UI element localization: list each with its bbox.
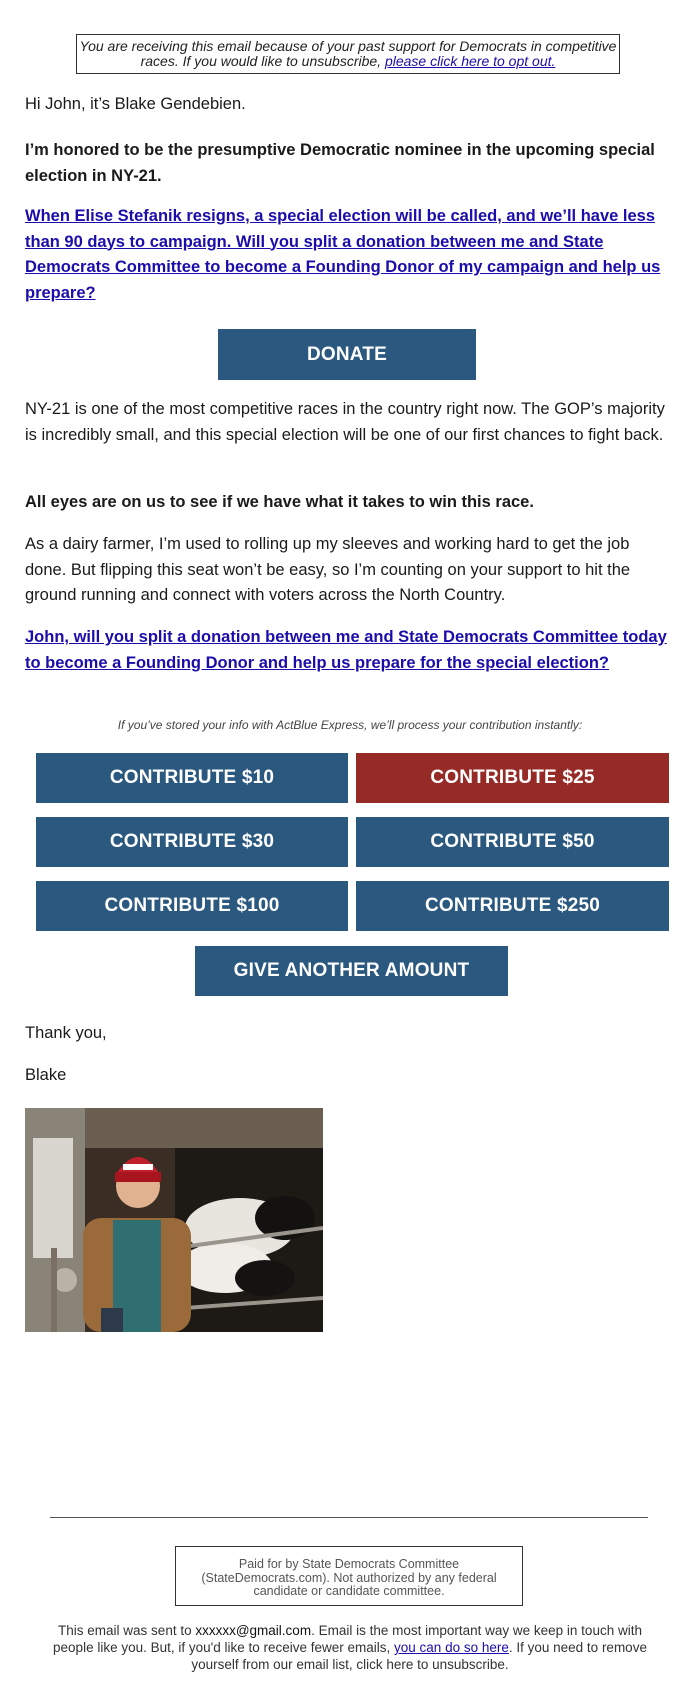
closing: Thank you,: [25, 1024, 107, 1042]
intro-bold: I’m honored to be the presumptive Democratic nominee in the upcoming special election in NY-21.: [25, 141, 655, 185]
contribute-30-button[interactable]: CONTRIBUTE $30: [36, 817, 348, 867]
contribute-250-button[interactable]: CONTRIBUTE $250: [356, 881, 669, 931]
notice-text: You are receiving this email because of your past support for Democrats in competitive races. If you would like to unsubscribe,: [79, 38, 617, 69]
candidate-photo: [25, 1108, 323, 1332]
paragraph-dairy-farmer: As a dairy farmer, I’m used to rolling up my sleeves and working hard to get the job done. But flipping this seat won’t be easy, so I’m counting on your support to hit the ground running and connect with voters across the North Country.: [25, 535, 631, 604]
contribute-10-button[interactable]: CONTRIBUTE $10: [36, 753, 348, 803]
contribute-50-button[interactable]: CONTRIBUTE $50: [356, 817, 669, 867]
donate-link-paragraph-2[interactable]: John, will you split a donation between me and State Democrats Committee today to become a Founding Donor and help us prepare for the special election?: [25, 628, 667, 672]
greeting: Hi John, it’s Blake Gendebien.: [25, 95, 246, 113]
donate-link-paragraph-1[interactable]: When Elise Stefanik resigns, a special election will be called, and we’ll have less than 90 days to campaign. Will you split a donation between me and State Democrats Committee to become a Founding Donor of my campaign and help us prepare?: [25, 207, 661, 302]
actblue-note: If you’ve stored your info with ActBlue Express, we’ll process your contribution instantly:: [117, 718, 583, 732]
unsubscribe-notice: [76, 34, 620, 74]
recipient-email: xxxxxx@gmail.com: [195, 1623, 312, 1638]
fewer-emails-link[interactable]: you can do so here: [394, 1640, 509, 1655]
footer-divider: [50, 1517, 648, 1518]
give-another-amount-button[interactable]: GIVE ANOTHER AMOUNT: [195, 946, 508, 996]
opt-out-link[interactable]: please click here to opt out.: [384, 53, 556, 69]
footer-part2: . Email is the most important way we keep in touch with people like you. But, if you'd like to receive fewer emails,: [53, 1623, 642, 1655]
contribute-100-button[interactable]: CONTRIBUTE $100: [36, 881, 348, 931]
donate-button[interactable]: DONATE: [218, 329, 476, 380]
footer-text: [45, 1622, 655, 1673]
paragraph-all-eyes: All eyes are on us to see if we have what it takes to win this race.: [25, 493, 534, 511]
signature: Blake: [25, 1066, 67, 1084]
contribute-25-button[interactable]: CONTRIBUTE $25: [356, 753, 669, 803]
paid-for-disclaimer: Paid for by State Democrats Committee (StateDemocrats.com). Not authorized by any federal candidate or candidate committee.: [175, 1546, 523, 1606]
footer-part1: This email was sent to: [58, 1623, 196, 1638]
paragraph-ny21: NY-21 is one of the most competitive races in the country right now. The GOP’s majority is incredibly small, and this special election will be one of our first chances to fight back.: [25, 400, 665, 444]
footer-part3: . If you need to remove yourself from our email list, click here to unsubscribe.: [191, 1640, 647, 1672]
